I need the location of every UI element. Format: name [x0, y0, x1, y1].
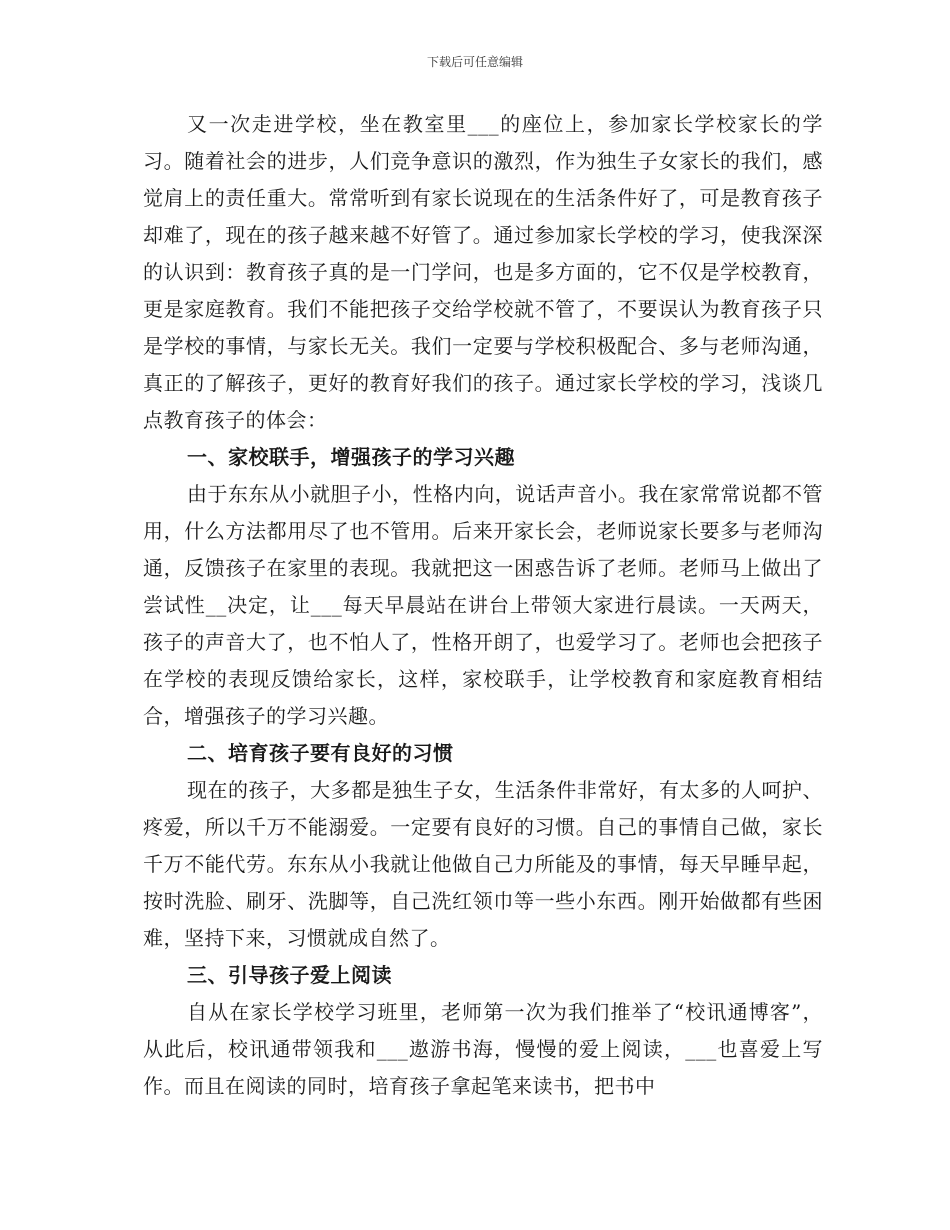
section-1 — [143, 439, 823, 735]
section-2 — [143, 735, 823, 957]
section-3 — [143, 957, 823, 1105]
section-heading: 三、引导孩子爱上阅读 — [187, 963, 392, 987]
document-body — [143, 106, 823, 1105]
section-paragraph: 现在的孩子，大多都是独生子女，生活条件非常好，有太多的人呵护、疼爱，所以千万不能溺爱。一定要有良好的习惯。自己的事情自己做，家长千万不能代劳。东东从小我就让他做自己力所能及的事情，每天早睡早起，按时洗脸、刷牙、洗脚等，自己洗红领巾等一些小东西。刚开始做都有些困难，坚持下来，习惯就成自然了。 — [143, 778, 823, 950]
page-header-note: 下载后可任意编辑 — [426, 55, 523, 69]
section-paragraph: 由于东东从小就胆子小，性格内向，说话声音小。我在家常常说都不管用，什么方法都用尽了也不管用。后来开家长会，老师说家长要多与老师沟通，反馈孩子在家里的表现。我就把这一困惑告诉了老师。老师马上做出了尝试性__决定，让___每天早晨站在讲台上带领大家进行晨读。一天两天，孩子的声音大了，也不怕人了，性格开朗了，也爱学习了。老师也会把孩子在学校的表现反馈给家长，这样，家校联手，让学校教育和家庭教育相结合，增强孩子的学习兴趣。 — [143, 482, 823, 728]
section-heading: 二、培育孩子要有良好的习惯 — [187, 741, 454, 765]
section-heading: 一、家校联手，增强孩子的学习兴趣 — [187, 445, 515, 469]
section-paragraph: 自从在家长学校学习班里，老师第一次为我们推举了“校讯通博客”，从此后，校讯通带领我和___遨游书海，慢慢的爱上阅读，___也喜爱上写作。而且在阅读的同时，培育孩子拿起笔来读书，把书中 — [143, 1000, 823, 1098]
intro-paragraph: 又一次走进学校，坐在教室里___的座位上，参加家长学校家长的学习。随着社会的进步，人们竞争意识的激烈，作为独生子女家长的我们，感觉肩上的责任重大。常常听到有家长说现在的生活条件好了，可是教育孩子却难了，现在的孩子越来越不好管了。通过参加家长学校的学习，使我深深的认识到：教育孩子真的是一门学问，也是多方面的，它不仅是学校教育，更是家庭教育。我们不能把孩子交给学校就不管了，不要误认为教育孩子只是学校的事情，与家长无关。我们一定要与学校积极配合、多与老师沟通，真正的了解孩子，更好的教育好我们的孩子。通过家长学校的学习，浅谈几点教育孩子的体会： — [143, 112, 823, 432]
